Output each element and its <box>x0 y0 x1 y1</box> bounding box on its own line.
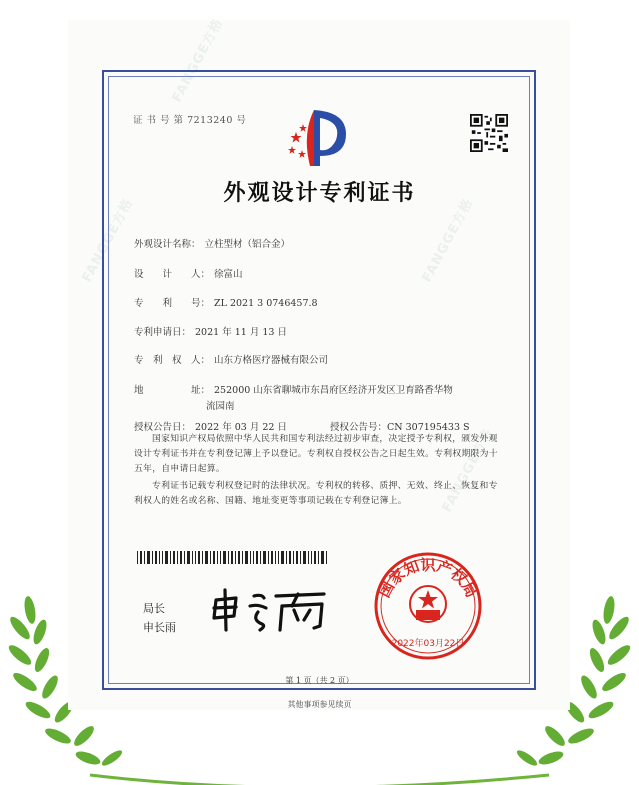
address-value: 252000 山东省聊城市东昌府区经济开发区卫育路香华物 <box>214 385 453 396</box>
patentee-row <box>134 352 328 366</box>
watermark: FANGGE方格 <box>439 426 497 515</box>
page-number: 第 1 页（共 2 页） <box>285 676 354 685</box>
director-handwritten-signature <box>206 586 336 634</box>
grant-number-value: CN 307195433 S <box>387 422 470 433</box>
watermark: FANGGE方格 <box>79 196 137 285</box>
grant-statement: 国家知识产权局依照中华人民共和国专利法经过初步审查，决定授予专利权，颁发外观设计专利证书并在专利登记簿上予以登记。专利权自授权公告之日起生效。专利权期限为十五年，自申请日起算。 <box>134 434 498 474</box>
patent-number-value: ZL 2021 3 0746457.8 <box>214 298 318 309</box>
grant-number-label: 授权公告号： <box>330 422 388 433</box>
watermark: FANGGE方格 <box>419 196 477 285</box>
patentee-label: 专 利 权 人： <box>134 355 211 366</box>
address-value-line2: 流园南 <box>206 401 235 412</box>
seal-date: 2022年03月22日 <box>391 639 465 649</box>
filing-date-row <box>134 324 287 338</box>
designer-value: 徐富山 <box>214 269 243 280</box>
design-name-value: 立柱型材（铝合金） <box>204 239 291 250</box>
grant-date-label: 授权公告日： <box>134 422 192 433</box>
patent-number-row <box>134 295 318 309</box>
grant-date-value: 2022 年 03 月 22 日 <box>195 422 287 433</box>
address-row <box>134 382 453 396</box>
qr-code <box>470 114 508 152</box>
grant-number-row <box>330 419 470 433</box>
address-label: 地 址： <box>134 385 211 396</box>
design-name-row <box>134 236 290 250</box>
patent-number-label: 专 利 号： <box>134 298 211 309</box>
barcode <box>137 551 327 564</box>
director-title: 局长 <box>143 602 165 615</box>
legal-status-statement: 专利证书记载专利权登记时的法律状况。专利权的转移、质押、无效、终止、恢复和专利权人的姓名或名称、国籍、地址变更等事项记载在专利登记簿上。 <box>134 481 498 506</box>
certificate-number: 证 书 号 第 7213240 号 <box>133 115 247 126</box>
patent-office-emblem <box>284 104 356 168</box>
designer-row <box>134 266 243 280</box>
filing-date-value: 2021 年 11 月 13 日 <box>195 327 287 338</box>
director-name: 申长雨 <box>143 621 176 634</box>
filing-date-label: 专利申请日： <box>134 327 192 338</box>
grant-date-row <box>134 419 287 433</box>
patentee-value: 山东方格医疗器械有限公司 <box>214 355 329 366</box>
seal-text: 国家知识产权局 <box>375 556 481 601</box>
official-seal <box>368 550 488 662</box>
watermark: FANGGE方格 <box>169 16 227 105</box>
design-name-label: 外观设计名称： <box>134 239 201 250</box>
certificate-title: 外观设计专利证书 <box>223 180 416 206</box>
continuation-note: 其他事项参见续页 <box>287 700 352 709</box>
designer-label: 设 计 人： <box>134 269 211 280</box>
